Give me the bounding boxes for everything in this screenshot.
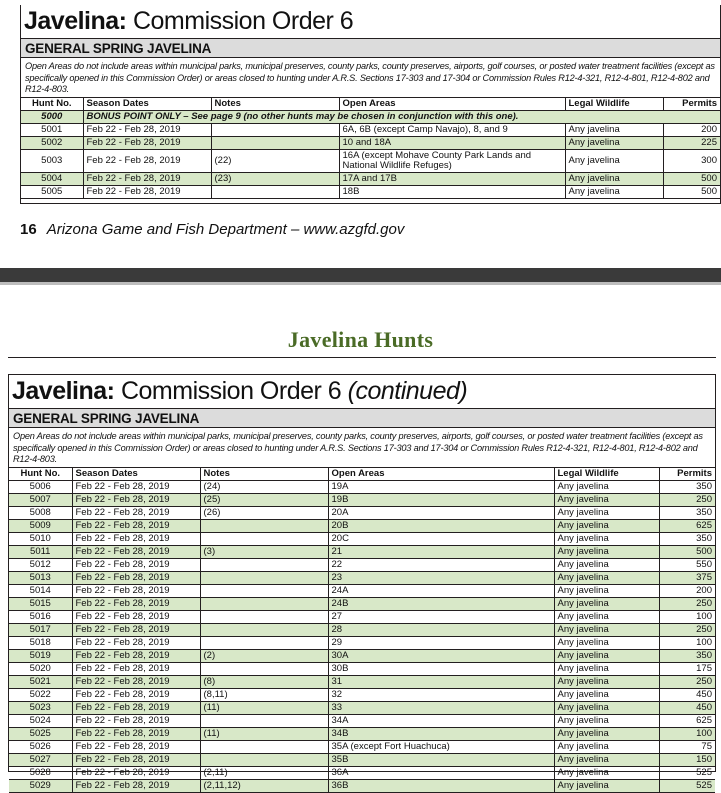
bottom-cell-permits: 550: [659, 558, 715, 571]
table-row: [9, 558, 715, 571]
bottom-cell-hunt: 5011: [9, 545, 72, 558]
table-row: [9, 766, 715, 779]
bottom-cell-wildlife: Any javelina: [554, 623, 659, 636]
bottom-cell-notes: (24): [200, 480, 328, 493]
bottom-cell-hunt: 5013: [9, 571, 72, 584]
bottom-cell-permits: 350: [659, 506, 715, 519]
top-order-title: Javelina: Commission Order 6: [24, 7, 354, 35]
bottom-cell-notes: (11): [200, 701, 328, 714]
table-row: [9, 740, 715, 753]
top-cell-hunt: 5002: [21, 136, 83, 149]
table-row: [9, 584, 715, 597]
bottom-cell-dates: Feb 22 - Feb 28, 2019: [72, 480, 200, 493]
bottom-hunt-table: [9, 467, 715, 793]
bottom-cell-areas: 20B: [328, 519, 554, 532]
bottom-cell-hunt: 5027: [9, 753, 72, 766]
bottom-cell-notes: [200, 597, 328, 610]
bottom-cell-permits: 100: [659, 727, 715, 740]
top-cell-permits: 225: [663, 136, 720, 149]
bottom-cell-permits: 450: [659, 701, 715, 714]
bottom-cell-areas: 24A: [328, 584, 554, 597]
table-row: [9, 480, 715, 493]
table-row: [9, 493, 715, 506]
bottom-header-5: Permits: [659, 467, 715, 480]
top-cell-areas: 6A, 6B (except Camp Navajo), 8, and 9: [339, 123, 565, 136]
bottom-header-1: Season Dates: [72, 467, 200, 480]
bottom-cell-permits: 250: [659, 623, 715, 636]
top-cell-permits: 300: [663, 149, 720, 172]
bottom-cell-dates: Feb 22 - Feb 28, 2019: [72, 701, 200, 714]
top-cell-dates: Feb 22 - Feb 28, 2019: [83, 172, 211, 185]
bottom-cell-wildlife: Any javelina: [554, 584, 659, 597]
bottom-cell-hunt: 5019: [9, 649, 72, 662]
bottom-cell-wildlife: Any javelina: [554, 688, 659, 701]
bottom-cell-notes: [200, 740, 328, 753]
bottom-cell-dates: Feb 22 - Feb 28, 2019: [72, 493, 200, 506]
table-row: [9, 649, 715, 662]
bottom-cell-dates: Feb 22 - Feb 28, 2019: [72, 727, 200, 740]
bottom-cell-dates: Feb 22 - Feb 28, 2019: [72, 649, 200, 662]
bottom-cell-hunt: 5028: [9, 766, 72, 779]
bottom-cell-wildlife: Any javelina: [554, 610, 659, 623]
bottom-cell-hunt: 5009: [9, 519, 72, 532]
bottom-cell-hunt: 5026: [9, 740, 72, 753]
bottom-cell-wildlife: Any javelina: [554, 597, 659, 610]
top-cell-notes: [211, 185, 339, 198]
bottom-cell-dates: Feb 22 - Feb 28, 2019: [72, 623, 200, 636]
table-row: [21, 185, 720, 198]
top-cell-dates: Feb 22 - Feb 28, 2019: [83, 185, 211, 198]
top-header-2: Notes: [211, 97, 339, 110]
bottom-cell-wildlife: Any javelina: [554, 779, 659, 792]
bottom-cell-areas: 19B: [328, 493, 554, 506]
bottom-cell-hunt: 5008: [9, 506, 72, 519]
page-number: 16: [20, 221, 37, 238]
bottom-cell-permits: 150: [659, 753, 715, 766]
table-row: [9, 675, 715, 688]
top-cell-areas: 16A (except Mohave County Park Lands and National Wildlife Refuges): [339, 149, 565, 172]
bottom-cell-notes: [200, 753, 328, 766]
top-cell-notes: (23): [211, 172, 339, 185]
bonus-row: [21, 110, 720, 123]
page-heading: Javelina Hunts: [287, 327, 434, 352]
bottom-cell-permits: 350: [659, 649, 715, 662]
bottom-cell-notes: (11): [200, 727, 328, 740]
bottom-cell-dates: Feb 22 - Feb 28, 2019: [72, 675, 200, 688]
top-cell-hunt: 5003: [21, 149, 83, 172]
bottom-cell-areas: 29: [328, 636, 554, 649]
bottom-cell-dates: Feb 22 - Feb 28, 2019: [72, 519, 200, 532]
bottom-cell-dates: Feb 22 - Feb 28, 2019: [72, 740, 200, 753]
bottom-cell-areas: 32: [328, 688, 554, 701]
bottom-cell-wildlife: Any javelina: [554, 740, 659, 753]
top-cell-hunt: 5005: [21, 185, 83, 198]
bottom-cell-notes: [200, 519, 328, 532]
bottom-cell-dates: Feb 22 - Feb 28, 2019: [72, 584, 200, 597]
bottom-cell-notes: (2,11,12): [200, 779, 328, 792]
bottom-cell-wildlife: Any javelina: [554, 662, 659, 675]
bottom-cell-areas: 36A: [328, 766, 554, 779]
top-cell-dates: Feb 22 - Feb 28, 2019: [83, 123, 211, 136]
top-header-0: Hunt No.: [21, 97, 83, 110]
bottom-cell-wildlife: Any javelina: [554, 558, 659, 571]
bottom-cell-wildlife: Any javelina: [554, 766, 659, 779]
bottom-cell-areas: 27: [328, 610, 554, 623]
top-open-areas-note: Open Areas do not include areas within municipal parks, municipal preserves, county parks, county preserves, airports, golf courses, or posted water treatment facilities (except as specifically opened in this Commission Order) or areas closed to hunting under A.R.S. Sections 17-303 and 17-304 or Commission Rules R12-4-321, R12-4-801, R12-4-802 and R12-4-803.: [25, 61, 715, 94]
bottom-cell-dates: Feb 22 - Feb 28, 2019: [72, 753, 200, 766]
bottom-cell-permits: 250: [659, 493, 715, 506]
bottom-cell-hunt: 5021: [9, 675, 72, 688]
bottom-cell-hunt: 5018: [9, 636, 72, 649]
top-cell-wildlife: Any javelina: [565, 123, 663, 136]
bottom-cell-notes: (3): [200, 545, 328, 558]
top-cell-notes: [211, 123, 339, 136]
bottom-cell-notes: (25): [200, 493, 328, 506]
heading-rule: [8, 357, 716, 358]
bottom-cell-hunt: 5023: [9, 701, 72, 714]
top-order-box: [20, 5, 721, 204]
bottom-cell-notes: (2,11): [200, 766, 328, 779]
bottom-cell-hunt: 5029: [9, 779, 72, 792]
bottom-cell-areas: 20A: [328, 506, 554, 519]
bottom-cell-dates: Feb 22 - Feb 28, 2019: [72, 610, 200, 623]
table-row: [21, 123, 720, 136]
bottom-cell-notes: [200, 571, 328, 584]
bottom-cell-areas: 23: [328, 571, 554, 584]
table-row: [9, 753, 715, 766]
top-header-5: Permits: [663, 97, 720, 110]
bottom-cell-dates: Feb 22 - Feb 28, 2019: [72, 688, 200, 701]
bottom-cell-wildlife: Any javelina: [554, 701, 659, 714]
bottom-header-0: Hunt No.: [9, 467, 72, 480]
top-cell-permits: 500: [663, 172, 720, 185]
bottom-cell-notes: [200, 610, 328, 623]
top-cell-wildlife: Any javelina: [565, 136, 663, 149]
bottom-cell-permits: 525: [659, 766, 715, 779]
bottom-cell-permits: 100: [659, 636, 715, 649]
bottom-cell-wildlife: Any javelina: [554, 480, 659, 493]
table-row: [9, 610, 715, 623]
top-cell-wildlife: Any javelina: [565, 149, 663, 172]
bottom-cell-areas: 35A (except Fort Huachuca): [328, 740, 554, 753]
page-break-shadow: [0, 282, 721, 285]
bottom-cell-areas: 21: [328, 545, 554, 558]
bottom-cell-areas: 24B: [328, 597, 554, 610]
table-row: [9, 701, 715, 714]
bonus-text: BONUS POINT ONLY – See page 9 (no other hunts may be chosen in conjunction with this one).: [83, 110, 720, 123]
bottom-cell-permits: 200: [659, 584, 715, 597]
top-cell-hunt: 5001: [21, 123, 83, 136]
bottom-cell-hunt: 5016: [9, 610, 72, 623]
top-header-1: Season Dates: [83, 97, 211, 110]
top-cell-dates: Feb 22 - Feb 28, 2019: [83, 149, 211, 172]
bottom-header-3: Open Areas: [328, 467, 554, 480]
bottom-cell-hunt: 5014: [9, 584, 72, 597]
bottom-cell-areas: 28: [328, 623, 554, 636]
table-row: [9, 506, 715, 519]
top-section-subtitle: GENERAL SPRING JAVELINA: [21, 38, 720, 58]
table-row: [21, 136, 720, 149]
bottom-cell-areas: 34A: [328, 714, 554, 727]
bottom-order-box: [8, 374, 716, 791]
top-hunt-table: [21, 97, 720, 199]
table-row: [9, 545, 715, 558]
bottom-cell-areas: 30A: [328, 649, 554, 662]
table-row: [9, 727, 715, 740]
bottom-cell-hunt: 5017: [9, 623, 72, 636]
bottom-cell-dates: Feb 22 - Feb 28, 2019: [72, 571, 200, 584]
top-cell-hunt: 5004: [21, 172, 83, 185]
bottom-header-2: Notes: [200, 467, 328, 480]
bottom-cell-hunt: 5006: [9, 480, 72, 493]
top-cell-areas: 17A and 17B: [339, 172, 565, 185]
bottom-cell-areas: 30B: [328, 662, 554, 675]
bottom-cell-notes: [200, 558, 328, 571]
bottom-cell-permits: 100: [659, 610, 715, 623]
table-row: [9, 662, 715, 675]
bottom-cell-hunt: 5015: [9, 597, 72, 610]
bottom-cell-hunt: 5007: [9, 493, 72, 506]
bottom-cell-notes: (8): [200, 675, 328, 688]
bottom-cell-wildlife: Any javelina: [554, 649, 659, 662]
bottom-order-title: Javelina: Commission Order 6 (continued): [12, 377, 468, 405]
bottom-cell-dates: Feb 22 - Feb 28, 2019: [72, 662, 200, 675]
bottom-cell-permits: 175: [659, 662, 715, 675]
top-cell-permits: 200: [663, 123, 720, 136]
bottom-cell-hunt: 5025: [9, 727, 72, 740]
top-cell-wildlife: Any javelina: [565, 185, 663, 198]
bottom-cell-wildlife: Any javelina: [554, 545, 659, 558]
bottom-cell-permits: 625: [659, 714, 715, 727]
bottom-cell-notes: (26): [200, 506, 328, 519]
bottom-cell-dates: Feb 22 - Feb 28, 2019: [72, 532, 200, 545]
top-header-3: Open Areas: [339, 97, 565, 110]
table-row: [9, 714, 715, 727]
top-cell-notes: [211, 136, 339, 149]
footer-text: Arizona Game and Fish Department – www.azgfd.gov: [46, 221, 405, 238]
bottom-cell-permits: 450: [659, 688, 715, 701]
bottom-cell-notes: [200, 636, 328, 649]
page-footer: [20, 221, 404, 238]
bottom-cell-dates: Feb 22 - Feb 28, 2019: [72, 714, 200, 727]
table-row: [21, 172, 720, 185]
bottom-cell-dates: Feb 22 - Feb 28, 2019: [72, 597, 200, 610]
bottom-cell-notes: (8,11): [200, 688, 328, 701]
bottom-cell-wildlife: Any javelina: [554, 506, 659, 519]
table-row: [9, 532, 715, 545]
top-cell-notes: (22): [211, 149, 339, 172]
bottom-cell-notes: [200, 623, 328, 636]
bottom-cell-wildlife: Any javelina: [554, 493, 659, 506]
bottom-cell-areas: 20C: [328, 532, 554, 545]
bottom-cell-hunt: 5022: [9, 688, 72, 701]
bottom-cell-permits: 75: [659, 740, 715, 753]
bottom-cell-wildlife: Any javelina: [554, 636, 659, 649]
bottom-cell-permits: 350: [659, 480, 715, 493]
bottom-cell-notes: [200, 714, 328, 727]
bottom-header-4: Legal Wildlife: [554, 467, 659, 480]
bottom-cell-hunt: 5012: [9, 558, 72, 571]
bottom-cell-dates: Feb 22 - Feb 28, 2019: [72, 766, 200, 779]
bottom-cell-notes: (2): [200, 649, 328, 662]
bottom-cell-dates: Feb 22 - Feb 28, 2019: [72, 545, 200, 558]
bottom-cell-dates: Feb 22 - Feb 28, 2019: [72, 558, 200, 571]
bottom-cell-areas: 19A: [328, 480, 554, 493]
bottom-cell-notes: [200, 662, 328, 675]
bottom-cell-hunt: 5020: [9, 662, 72, 675]
bottom-cell-wildlife: Any javelina: [554, 519, 659, 532]
bottom-cell-areas: 34B: [328, 727, 554, 740]
top-cell-dates: Feb 22 - Feb 28, 2019: [83, 136, 211, 149]
bottom-cell-areas: 33: [328, 701, 554, 714]
page-break-band: [0, 268, 721, 282]
bottom-cell-permits: 350: [659, 532, 715, 545]
table-row: [9, 519, 715, 532]
bottom-cell-wildlife: Any javelina: [554, 714, 659, 727]
bottom-cell-areas: 22: [328, 558, 554, 571]
table-row: [9, 623, 715, 636]
bottom-open-areas-note: Open Areas do not include areas within municipal parks, municipal preserves, county parks, county preserves, airports, golf courses, or posted water treatment facilities (except as specifically opened in this Commission Order) or areas closed to hunting under A.R.S. Sections 17-303 and 17-304 or Commission Rules R12-4-321, R12-4-801, R12-4-802 and R12-4-803.: [13, 431, 703, 464]
bottom-cell-permits: 250: [659, 597, 715, 610]
bottom-cell-dates: Feb 22 - Feb 28, 2019: [72, 636, 200, 649]
bottom-section-subtitle: GENERAL SPRING JAVELINA: [9, 408, 715, 428]
table-row: [21, 149, 720, 172]
bottom-cell-permits: 375: [659, 571, 715, 584]
bottom-cell-areas: 31: [328, 675, 554, 688]
bottom-cell-areas: 35B: [328, 753, 554, 766]
bonus-hunt-number: 5000: [21, 110, 83, 123]
bottom-cell-permits: 500: [659, 545, 715, 558]
bottom-cell-dates: Feb 22 - Feb 28, 2019: [72, 506, 200, 519]
top-cell-areas: 18B: [339, 185, 565, 198]
bottom-cell-permits: 625: [659, 519, 715, 532]
bottom-cell-areas: 36B: [328, 779, 554, 792]
bottom-cell-wildlife: Any javelina: [554, 727, 659, 740]
bottom-cell-permits: 525: [659, 779, 715, 792]
table-row: [9, 571, 715, 584]
table-row: [9, 688, 715, 701]
bottom-cell-hunt: 5010: [9, 532, 72, 545]
top-header-4: Legal Wildlife: [565, 97, 663, 110]
bottom-cell-wildlife: Any javelina: [554, 675, 659, 688]
table-row: [9, 779, 715, 792]
table-row: [9, 636, 715, 649]
bottom-cell-hunt: 5024: [9, 714, 72, 727]
bottom-cell-wildlife: Any javelina: [554, 532, 659, 545]
bottom-cell-wildlife: Any javelina: [554, 571, 659, 584]
bottom-cell-permits: 250: [659, 675, 715, 688]
bottom-cell-notes: [200, 532, 328, 545]
bottom-cell-notes: [200, 584, 328, 597]
bottom-cell-dates: Feb 22 - Feb 28, 2019: [72, 779, 200, 792]
top-cell-wildlife: Any javelina: [565, 172, 663, 185]
bottom-cell-wildlife: Any javelina: [554, 753, 659, 766]
top-cell-areas: 10 and 18A: [339, 136, 565, 149]
table-row: [9, 597, 715, 610]
top-cell-permits: 500: [663, 185, 720, 198]
